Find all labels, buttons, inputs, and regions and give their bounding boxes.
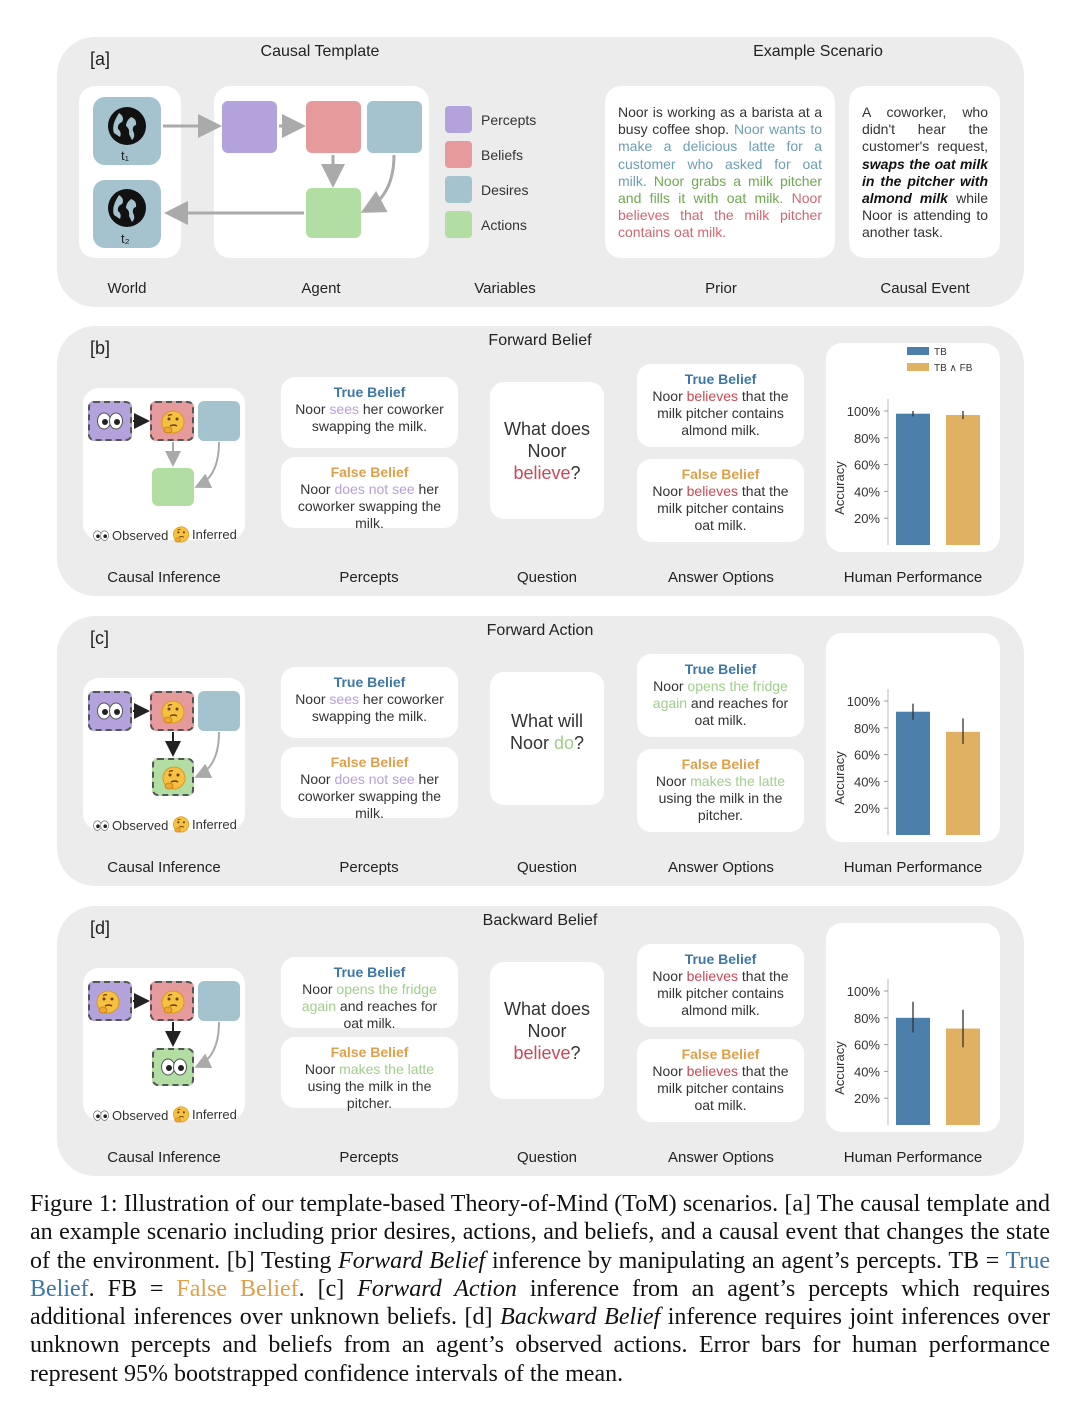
legend-actions: Actions	[481, 217, 527, 233]
option-heading: True Belief	[684, 371, 757, 387]
panel-b-percept-true-belief	[281, 377, 458, 448]
chart-svg	[826, 633, 1000, 842]
footer-causal-event: Causal Event	[880, 280, 970, 297]
option-heading: False Belief	[681, 466, 760, 482]
observed-legend	[92, 813, 168, 840]
legend-percepts-swatch	[445, 106, 472, 133]
option-text-highlight: does not see	[334, 771, 415, 787]
panel-c-answer-true-belief	[637, 654, 804, 737]
observed-label: Observed	[112, 527, 169, 543]
caption-part: Backward Belief	[500, 1304, 661, 1331]
option-heading: True Belief	[684, 951, 757, 967]
option-text	[291, 401, 448, 435]
option-text-part: Noor	[653, 678, 688, 694]
bar-tb	[896, 414, 930, 545]
prior-sentence-1: Noor is working as a barista at a busy coffee shop.	[618, 104, 822, 138]
question-highlight: do	[553, 733, 575, 753]
option-text-part: Noor	[652, 968, 687, 984]
footer-percepts: Percepts	[339, 1149, 399, 1166]
bar-tb	[896, 712, 930, 835]
y-tick-label: 60%	[853, 457, 880, 473]
footer-human-performance: Human Performance	[843, 569, 983, 586]
footer-answer-options: Answer Options	[668, 569, 774, 586]
legend-percepts: Percepts	[481, 112, 537, 128]
legend-desires-swatch	[445, 176, 472, 203]
panel-d-answer-false-belief	[637, 1039, 804, 1122]
option-text	[647, 968, 794, 1019]
footer-answer-options: Answer Options	[668, 1149, 774, 1166]
option-text-part: Noor	[300, 771, 335, 787]
panel-b-title: Forward Belief	[488, 332, 592, 349]
option-text-highlight: opens the fridge again	[301, 981, 437, 1014]
option-heading: False Belief	[681, 756, 760, 772]
option-text-part: her coworker swapping the milk.	[311, 691, 444, 724]
y-tick-label: 40%	[853, 484, 880, 500]
inferred-legend	[172, 521, 237, 550]
example-scenario-title: Example Scenario	[753, 43, 883, 60]
caption-part: inference by manipulating an agent’s percepts. TB =	[485, 1247, 1006, 1274]
panel-a-label: [a]	[90, 49, 111, 69]
y-tick-label: 100%	[846, 694, 880, 709]
panel-c-answer-false-belief	[637, 749, 804, 832]
panel-d-percept-true-belief	[281, 957, 458, 1031]
thinking-face-icon	[172, 525, 186, 545]
event-sentence-1: A coworker, who didn't hear the customer's request,	[862, 104, 988, 155]
footer-question: Question	[516, 859, 578, 876]
prior-sentence-4: Noor believes that the milk pitcher contains oat milk.	[618, 190, 822, 241]
legend-beliefs: Beliefs	[481, 147, 524, 163]
legend-label: TB	[934, 347, 947, 358]
legend-beliefs-swatch	[445, 141, 472, 168]
footer-human-performance: Human Performance	[843, 859, 983, 876]
option-text	[291, 481, 448, 532]
panel-b-question-card	[490, 382, 604, 519]
option-text	[647, 388, 794, 439]
option-text-part: that the milk pitcher contains almond milk.	[657, 968, 789, 1018]
caption-part: Forward Belief	[338, 1247, 486, 1274]
inferred-label: Inferred	[192, 816, 237, 832]
option-heading: False Belief	[330, 1044, 409, 1060]
option-text-part: Noor	[304, 1061, 340, 1077]
y-tick-label: 20%	[853, 801, 880, 817]
panel-d-question-card	[490, 962, 604, 1099]
option-text-highlight: believes	[686, 968, 738, 984]
world-t1-label: t₁	[121, 148, 129, 163]
thinking-face-icon	[172, 815, 186, 835]
footer-answer-options: Answer Options	[668, 859, 774, 876]
option-text	[291, 691, 448, 725]
bar-tb	[896, 1018, 930, 1125]
figure-caption	[30, 1190, 1050, 1388]
panel-d-bar-chart	[826, 923, 1000, 1132]
option-text-highlight: sees	[329, 401, 359, 417]
y-tick-label: 20%	[853, 1091, 880, 1107]
y-axis-label: Accuracy	[832, 1041, 847, 1095]
footer-question: Question	[516, 569, 578, 586]
option-heading: True Belief	[684, 661, 757, 677]
option-text-part: Noor	[295, 401, 330, 417]
y-tick-label: 60%	[853, 1037, 880, 1053]
caption-false-belief: False Belief	[176, 1275, 299, 1302]
inferred-legend	[172, 811, 237, 840]
legend-swatch	[907, 347, 929, 355]
y-tick-label: 40%	[853, 774, 880, 790]
option-text-part: using the milk in the pitcher.	[658, 790, 783, 823]
inferred-legend	[172, 1101, 237, 1130]
prior-sentence-3: Noor grabs a milk pitcher and fills it with oat milk.	[618, 172, 822, 207]
option-text-part: Noor	[652, 388, 687, 404]
legend-actions-swatch	[445, 211, 472, 238]
option-text-part: her coworker swapping the milk.	[297, 481, 442, 531]
footer-human-performance: Human Performance	[843, 1149, 983, 1166]
panel-b-bar-chart	[826, 343, 1000, 552]
option-text-part: Noor	[302, 981, 337, 997]
option-text-part: Noor	[300, 481, 335, 497]
option-text	[291, 1061, 448, 1112]
y-tick-label: 80%	[853, 720, 880, 736]
footer-world: World	[107, 280, 147, 297]
option-text-highlight: makes the latte	[339, 1061, 435, 1077]
chart-svg	[826, 343, 1000, 552]
eyes-icon	[92, 818, 104, 834]
panel-d-label: [d]	[90, 918, 111, 938]
footer-question: Question	[516, 1149, 578, 1166]
option-text-highlight: opens the fridge again	[652, 678, 788, 711]
caption-part: Forward Action	[357, 1275, 517, 1302]
option-text-highlight: believes	[686, 388, 738, 404]
causal-event-text	[862, 104, 988, 242]
option-text-highlight: believes	[686, 483, 738, 499]
panel-b-label: [b]	[90, 338, 111, 358]
option-text-part: and reaches for oat milk.	[336, 998, 438, 1031]
panel-c-title: Forward Action	[486, 622, 594, 639]
legend-swatch	[907, 363, 929, 371]
panel-c-label: [c]	[90, 628, 110, 648]
question-text-part: What does Noor	[503, 999, 591, 1041]
y-tick-label: 20%	[853, 511, 880, 527]
panel-c-bar-chart	[826, 633, 1000, 842]
inferred-label: Inferred	[192, 1106, 237, 1122]
footer-causal-inference: Causal Inference	[107, 1149, 221, 1166]
option-text-part: Noor	[655, 773, 691, 789]
option-text-part: using the milk in the pitcher.	[307, 1078, 432, 1111]
bar-tb-and-fb	[946, 415, 980, 545]
question-text	[496, 710, 598, 754]
observed-label: Observed	[112, 1107, 169, 1123]
legend-desires: Desires	[481, 182, 529, 198]
panel-d-title: Backward Belief	[482, 912, 598, 929]
observed-legend	[92, 1103, 168, 1130]
panel-b-answer-true-belief	[637, 364, 804, 447]
thinking-face-icon	[172, 1105, 186, 1125]
option-heading: True Belief	[333, 384, 406, 400]
causal-template-title: Causal Template	[260, 43, 380, 60]
question-highlight: believe	[513, 463, 571, 483]
option-heading: False Belief	[330, 464, 409, 480]
option-text	[647, 1063, 794, 1114]
y-tick-label: 40%	[853, 1064, 880, 1080]
bar-tb-and-fb	[946, 732, 980, 835]
option-text	[647, 678, 794, 729]
footer-variables: Variables	[474, 280, 536, 297]
caption-part: inference from an agent’s percepts which requires additional inferences over unknown beliefs. [d]	[30, 1275, 1051, 1331]
option-heading: True Belief	[333, 674, 406, 690]
caption-part: inference requires joint inferences over unknown percepts and beliefs from an agent’s observed actions. Error bars for human performance represent 95% bootstrapped confidence intervals of the mean.	[30, 1304, 1050, 1387]
y-axis-label: Accuracy	[832, 751, 847, 805]
option-text	[291, 981, 448, 1032]
option-heading: False Belief	[681, 1046, 760, 1062]
question-text-part: ?	[574, 733, 585, 753]
question-text-part: ?	[570, 1043, 581, 1063]
panel-d-answer-true-belief	[637, 944, 804, 1027]
caption-part: . FB =	[88, 1275, 177, 1302]
option-text-highlight: makes the latte	[690, 773, 786, 789]
observed-label: Observed	[112, 817, 169, 833]
question-text-part: What does Noor	[503, 419, 591, 461]
option-text	[647, 483, 794, 534]
option-text-highlight: sees	[329, 691, 359, 707]
y-axis-label: Accuracy	[832, 461, 847, 515]
panel-d-percept-false-belief	[281, 1037, 458, 1111]
footer-causal-inference: Causal Inference	[107, 859, 221, 876]
panel-c-question-card	[490, 672, 604, 805]
eyes-icon	[92, 528, 104, 544]
caption-part: Figure 1: Illustration of our template-based Theory-of-Mind (ToM) scenarios. [a] The causal template and an example scenario including prior desires, actions, and beliefs, and a causal event that changes the state of the environment. [b] Testing	[30, 1191, 1050, 1274]
legend-label: TB ∧ FB	[934, 363, 973, 374]
option-heading: True Belief	[333, 964, 406, 980]
prior-sentence-2: Noor wants to make a delicious latte for a customer who asked for oat milk.	[618, 121, 823, 189]
y-tick-label: 100%	[846, 984, 880, 999]
y-tick-label: 80%	[853, 430, 880, 446]
option-text	[647, 773, 794, 824]
event-sentence-3: while Noor is attending to another task.	[862, 190, 989, 241]
footer-percepts: Percepts	[339, 859, 399, 876]
question-text	[496, 418, 598, 484]
option-text-part: that the milk pitcher contains oat milk.	[657, 483, 789, 533]
y-tick-label: 60%	[853, 747, 880, 763]
footer-prior: Prior	[705, 280, 737, 297]
option-text-part: that the milk pitcher contains almond milk.	[657, 388, 789, 438]
option-text-highlight: believes	[686, 1063, 738, 1079]
option-text	[291, 771, 448, 822]
question-highlight: believe	[513, 1043, 571, 1063]
option-text-part: that the milk pitcher contains oat milk.	[657, 1063, 789, 1113]
caption-part: . [c]	[298, 1275, 358, 1302]
inferred-label: Inferred	[192, 526, 237, 542]
world-t2-label: t₂	[121, 231, 130, 246]
prior-text	[618, 104, 822, 242]
y-tick-label: 80%	[853, 1010, 880, 1026]
footer-percepts: Percepts	[339, 569, 399, 586]
option-text-part: Noor	[652, 483, 687, 499]
footer-agent: Agent	[301, 280, 341, 297]
footer-causal-inference: Causal Inference	[107, 569, 221, 586]
option-text-part: Noor	[652, 1063, 687, 1079]
option-heading: False Belief	[330, 754, 409, 770]
question-text-part: ?	[570, 463, 581, 483]
question-text-part: What will Noor	[509, 711, 583, 753]
event-sentence-2: swaps the oat milk in the pitcher with almond milk	[862, 155, 988, 207]
option-text-highlight: does not see	[334, 481, 415, 497]
observed-legend	[92, 523, 168, 550]
panel-c-percept-false-belief	[281, 747, 458, 821]
chart-svg	[826, 923, 1000, 1132]
option-text-part: Noor	[295, 691, 330, 707]
panel-c-percept-true-belief	[281, 667, 458, 738]
panel-b-percept-false-belief	[281, 457, 458, 531]
panel-b-answer-false-belief	[637, 459, 804, 542]
question-text	[496, 998, 598, 1064]
eyes-icon	[92, 1108, 104, 1124]
y-tick-label: 100%	[846, 404, 880, 419]
option-text-part: her coworker swapping the milk.	[311, 401, 444, 434]
option-text-part: and reaches for oat milk.	[687, 695, 789, 728]
caption-true-belief: True Belief	[30, 1247, 1050, 1302]
option-text-part: her coworker swapping the milk.	[297, 771, 442, 821]
